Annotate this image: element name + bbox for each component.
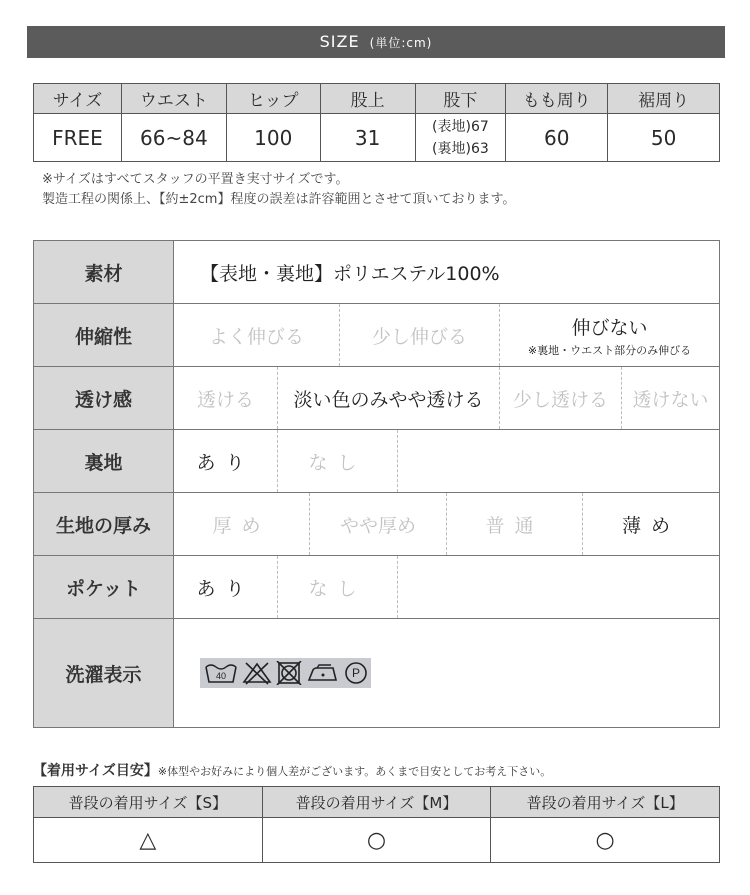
stretch-option-some: 少し伸びる (340, 304, 500, 366)
pocket-row (34, 556, 720, 619)
size-value: FREE (34, 114, 122, 162)
care-row (34, 619, 720, 728)
material-value: 【表地・裏地】ポリエステル100% (200, 262, 500, 285)
sheer-row (34, 367, 720, 430)
thickness-option-thin: 薄め (621, 514, 680, 537)
guide-header-s: 普段の着用サイズ【S】 (34, 787, 263, 818)
guide-header-m: 普段の着用サイズ【M】 (262, 787, 491, 818)
hem-value: 50 (608, 114, 720, 162)
size-guide-title (33, 760, 551, 780)
stretch-option-none (500, 304, 719, 366)
lining-label: 裏地 (34, 430, 174, 493)
material-label: 素材 (34, 241, 174, 304)
sheer-option-sheer: 透ける (174, 367, 278, 429)
thickness-label: 生地の厚み (34, 493, 174, 556)
guide-mark-s: △ (34, 818, 263, 863)
wash-40-icon (204, 661, 238, 685)
stretch-option-high: よく伸びる (174, 304, 340, 366)
care-label: 洗濯表示 (34, 619, 174, 728)
inseam-value (415, 114, 506, 162)
material-table (33, 240, 720, 728)
rise-col-header: 股上 (320, 84, 415, 114)
guide-header-l: 普段の着用サイズ【L】 (491, 787, 720, 818)
hem-col-header: 裾周り (608, 84, 720, 114)
size-header-title: SIZE (319, 32, 360, 51)
size-table-header-row (34, 84, 720, 114)
pocket-label: ポケット (34, 556, 174, 619)
no-bleach-icon (242, 661, 272, 685)
iron-low-icon (306, 661, 340, 685)
thigh-value: 60 (506, 114, 608, 162)
stretch-option-none-label: 伸びない (571, 316, 648, 339)
lining-option-yes: あり (174, 430, 278, 492)
stretch-row (34, 304, 720, 367)
size-guide-heading: 【着用サイズ目安】 (33, 763, 158, 779)
dry-clean-p-icon (344, 661, 368, 685)
pocket-option-yes: あり (174, 556, 278, 618)
size-col-header: サイズ (34, 84, 122, 114)
table-row (34, 114, 720, 162)
lining-row (34, 430, 720, 493)
waist-col-header: ウエスト (121, 84, 226, 114)
size-table (33, 83, 720, 162)
stretch-note: ※裏地・ウエスト部分のみ伸びる (527, 343, 692, 357)
rise-value: 31 (320, 114, 415, 162)
hip-value: 100 (226, 114, 320, 162)
waist-value: 66~84 (121, 114, 226, 162)
thigh-col-header: もも周り (506, 84, 608, 114)
table-row (34, 818, 720, 863)
size-guide-header-row (34, 787, 720, 818)
sheer-option-light-only: 淡い色のみやや透ける (278, 367, 500, 429)
thickness-option-thick: 厚め (174, 493, 310, 555)
no-tumble-dry-icon (276, 661, 302, 685)
guide-mark-l: ○ (491, 818, 720, 863)
sheer-option-none: 透けない (632, 388, 709, 411)
thickness-row (34, 493, 720, 556)
dry-clean-letter: P (351, 666, 361, 680)
size-guide-table (33, 786, 720, 863)
pocket-option-no: なし (278, 556, 398, 618)
stretch-label: 伸縮性 (34, 304, 174, 367)
thickness-option-somewhat-thick: やや厚め (310, 493, 447, 555)
lining-option-no: なし (278, 430, 398, 492)
size-header-unit: (単位:cm) (369, 36, 433, 50)
size-note-1: ※サイズはすべてスタッフの平置き実寸サイズです。 (42, 172, 349, 187)
size-guide-note: ※体型やお好みにより個人差がございます。あくまで目安としてお考え下さい。 (157, 765, 552, 778)
inseam-back-value: (裏地)63 (432, 140, 489, 157)
size-note-2: 製造工程の関係上、【約±2cm】程度の誤差は許容範囲とさせて頂いております。 (42, 192, 516, 207)
care-symbols (200, 658, 371, 688)
sheer-option-slight: 少し透ける (500, 367, 622, 429)
size-header-banner (27, 26, 725, 58)
material-row (34, 241, 720, 304)
thickness-option-normal: 普通 (447, 493, 583, 555)
guide-mark-m: ○ (262, 818, 491, 863)
inseam-col-header: 股下 (415, 84, 506, 114)
hip-col-header: ヒップ (226, 84, 320, 114)
wash-temp-label: 40 (215, 671, 227, 681)
sheer-label: 透け感 (34, 367, 174, 430)
inseam-front-value: (表地)67 (432, 118, 489, 135)
